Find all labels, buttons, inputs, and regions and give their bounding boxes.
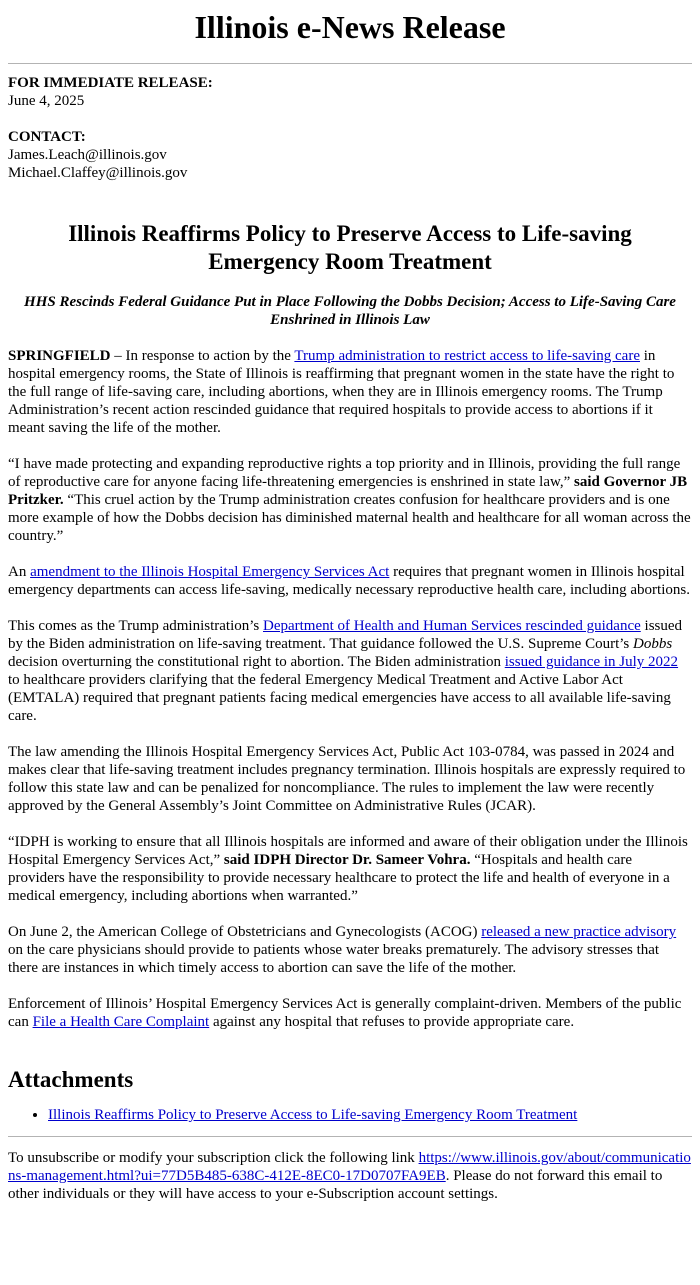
attachment-link[interactable]: Illinois Reaffirms Policy to Preserve Access to Life-saving Emergency Room Treatment [48, 1107, 578, 1123]
paragraph-text: requires that pregnant women in Illinois hospital emergency departments can access life-saving, medically necessary reproductive health care, including abortions. [8, 564, 690, 598]
unsubscribe-link[interactable]: https://www.illinois.gov/about/communications-management.html?ui=77D5B485-638C-412E-8EC0-17D0707FA9EB [8, 1150, 691, 1184]
paragraph-text: to healthcare providers clarifying that the federal Emergency Medical Treatment and Active Labor Act (EMTALA) required that pregnant patients facing medical emergencies have access to all available life-saving care. [8, 672, 671, 724]
footer-text-part: To unsubscribe or modify your subscription click the following link [8, 1150, 419, 1166]
paragraph-text: against any hospital that refuses to provide appropriate care. [209, 1014, 575, 1030]
paragraph-text: on the care physicians should provide to patients whose water breaks prematurely. The advisory stresses that there are instances in which timely access to abortion can save the life of the mother. [8, 942, 660, 976]
link-amendment-act[interactable]: amendment to the Illinois Hospital Emergency Services Act [30, 564, 390, 580]
link-issued-guidance[interactable]: issued guidance in July 2022 [504, 654, 679, 670]
contact-block [8, 128, 692, 182]
quote-text: “I have made protecting and expanding reproductive rights a top priority and in Illinois, providing the full range of reproductive care for anyone facing life-threatening emergencies is enshrined in state law,” [8, 456, 681, 490]
attachments-heading: Attachments [8, 1067, 134, 1092]
quote-text: “Hospitals and health care providers have the responsibility to provide necessary healthcare to protect the life and health of everyone in a medical emergency, including abortions when warranted.” [8, 852, 670, 904]
link-file-complaint[interactable]: File a Health Care Complaint [32, 1014, 210, 1030]
release-date: June 4, 2025 [8, 93, 85, 109]
paragraph-text: issued by the Biden administration on life-saving treatment. That guidance followed the U.S. Supreme Court’s [8, 618, 683, 652]
case-name: Dobbs [633, 636, 673, 652]
masthead-title: Illinois e-News Release [194, 9, 506, 45]
paragraph [8, 617, 692, 725]
paragraph [8, 833, 692, 905]
article-headline: Illinois Reaffirms Policy to Preserve Access to Life-saving Emergency Room Treatment [68, 221, 632, 274]
paragraph [8, 563, 692, 599]
contact-email: Michael.Claffey@illinois.gov [8, 165, 188, 181]
paragraph-text: Enforcement of Illinois’ Hospital Emergency Services Act is generally complaint-driven. Members of the public can [8, 996, 682, 1030]
paragraph-text: On June 2, the American College of Obstetricians and Gynecologists (ACOG) [8, 924, 482, 940]
link-acog-advisory[interactable]: released a new practice advisory [481, 924, 677, 940]
release-label: FOR IMMEDIATE RELEASE: [8, 75, 213, 91]
paragraph-text: in hospital emergency rooms, the State of Illinois is reaffirming that pregnant women in the state have the right to the full range of life-saving care, including abortions, when they are in Illinois emergency rooms. The Trump Administration’s recent action rescinded guidance that required hospitals to provide access to abortions if it meant saving the life of the mother. [8, 348, 675, 436]
dateline: SPRINGFIELD [8, 348, 111, 364]
bottom-divider [8, 1136, 692, 1137]
contact-email: James.Leach@illinois.gov [8, 147, 167, 163]
link-hhs-rescinded[interactable]: Department of Health and Human Services rescinded guidance [263, 618, 641, 634]
contact-label: CONTACT: [8, 129, 86, 145]
footer-text [8, 1149, 692, 1203]
speaker-attribution: said Governor JB Pritzker. [8, 474, 688, 508]
release-block [8, 74, 692, 110]
paragraph [8, 995, 692, 1031]
paragraph [8, 923, 692, 977]
top-divider [8, 63, 692, 64]
paragraph-text: An [8, 564, 31, 580]
quote-text: “This cruel action by the Trump administration creates confusion for healthcare providers and is one more example of how the Dobbs decision has diminished maternal health and healthcare for all woman across the country.” [8, 492, 691, 544]
list-item [48, 1106, 692, 1124]
attachments-list [8, 1106, 692, 1124]
quote-text: “IDPH is working to ensure that all Illinois hospitals are informed and aware of their obligation under the Illinois Hospital Emergency Services Act,” [8, 834, 688, 868]
paragraph-text: This comes as the Trump administration’s [8, 618, 263, 634]
link-trump-restrict-care[interactable]: Trump administration to restrict access to life-saving care [294, 348, 640, 364]
email-body [0, 8, 700, 1203]
paragraph: The law amending the Illinois Hospital Emergency Services Act, Public Act 103-0784, was passed in 2024 and makes clear that life-saving treatment includes pregnancy termination. Illinois hospitals are expressly required to follow this state law and can be penalized for noncompliance. The rules to implement the law were recently approved by the General Assembly’s Joint Committee on Administrative Rules (JCAR). [8, 744, 686, 814]
paragraph-text: – In response to action by the [110, 348, 295, 364]
paragraph [8, 347, 692, 437]
footer-text-part: . Please do not forward this email to other individuals or they will have access to your e-Subscription account settings. [8, 1168, 663, 1202]
paragraph-text: decision overturning the constitutional right to abortion. The Biden administration [8, 654, 505, 670]
article-subheadline: HHS Rescinds Federal Guidance Put in Place Following the Dobbs Decision; Access to Life-Saving Care Enshrined in Illinois Law [24, 294, 676, 328]
speaker-attribution: said IDPH Director Dr. Sameer Vohra. [220, 852, 471, 868]
paragraph [8, 455, 692, 545]
